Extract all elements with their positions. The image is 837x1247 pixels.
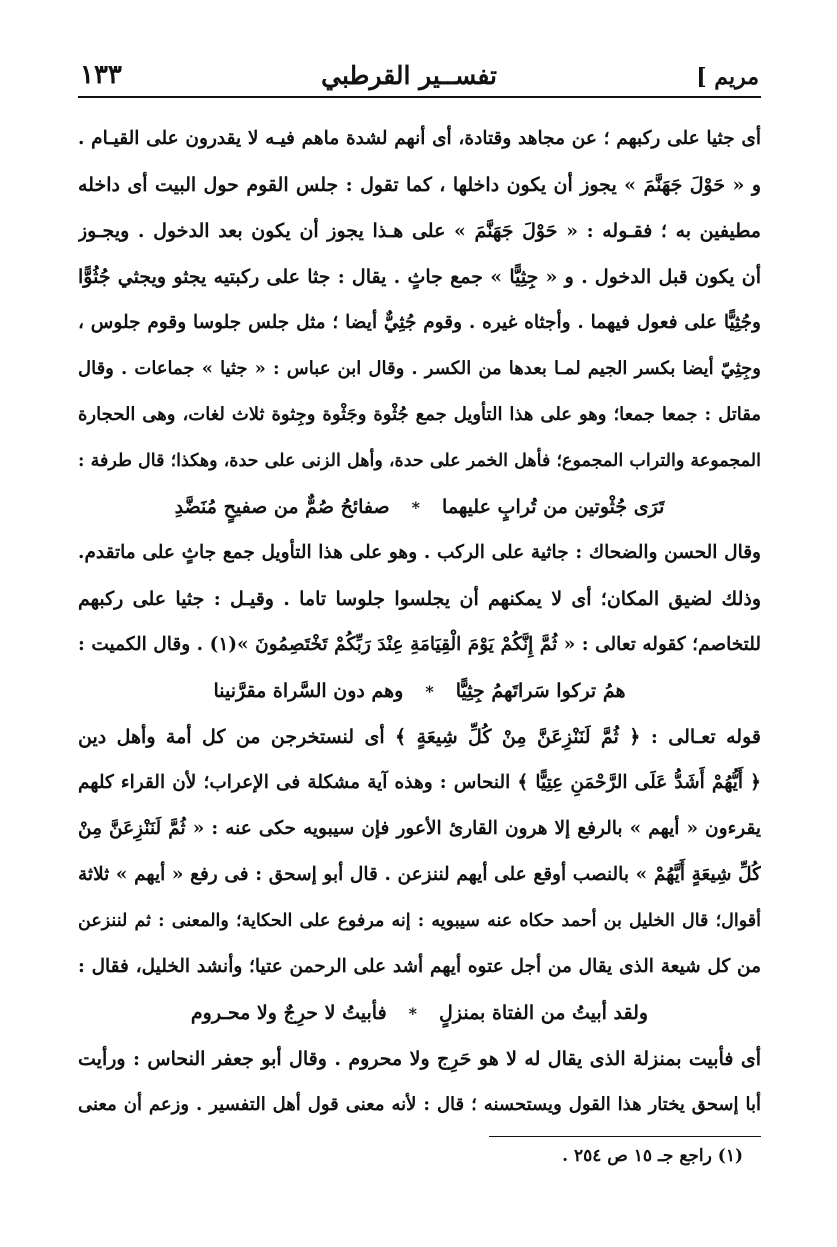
text-line: قوله تعـالى : ﴿ ثُمَّ لَنَنْزِعَنَّ مِنْ كُلِّ شِيعَةٍ ﴾ أى لنستخرجن من كل أمة وأهل دين (78, 726, 761, 748)
text-line: مقاتل : جمعا جمعا؛ وهو على هذا التأويل جمع جُثْوة وجَثْوة وجِثوة ثلاث لغات، وهى الحجارة (78, 404, 761, 425)
verse-separator: * (411, 498, 421, 517)
verse-hemistich: ولقد أبيتُ من الفتاة بمنزلٍ (439, 1002, 649, 1024)
page-number: ١٣٣ (80, 60, 122, 90)
text-line: ﴿ أَيُّهُمْ أَشَدُّ عَلَى الرَّحْمَنِ عِتِيًّا ﴾ النحاس : وهذه آية مشكلة فى الإعراب؛ لأن القراء كلهم (78, 772, 761, 793)
text-line: المجموعة والتراب المجموع؛ فأهل الخمر على حدة، وأهل الزنى على حدة، وهكذا؛ قال طرفة : (78, 451, 761, 471)
book-title: تفســير القرطبي (321, 61, 498, 90)
poetry-verse-khalil (78, 990, 761, 1036)
page-header (78, 40, 761, 98)
text-line: أى جثيا على ركبهم ؛ عن مجاهد وقتادة، أى أنهم لشدة ماهم فيـه لا يقدرون على القيـام . (78, 128, 761, 149)
footnote: (١) راجع جـ ١٥ ص ٢٥٤ . (562, 1146, 743, 1166)
verse-separator: * (425, 682, 434, 701)
text-line: وقال الحسن والضحاك : جاثية على الركب . وهو على هذا التأويل جمع جاثٍ على ماتقدم. (78, 542, 761, 563)
poetry-verse-kumait (78, 668, 761, 714)
text-line: و « حَوْلَ جَهَنَّمَ » يجوز أن يكون داخلها ، كما تقول : جلس القوم حول البيت أى داخله (78, 174, 761, 196)
text-line: كُلِّ شِيعَةٍ أَيَّهُمْ » بالنصب أوقع على أيهم لننزعن . قال أبو إسحق : فى رفع « أيهم » ثلاثة (78, 864, 761, 885)
text-line: وجِثِيّ أيضا بكسر الجيم لمـا بعدها من الكسر . وقال ابن عباس : « جثيا » جماعات . وقال (78, 358, 761, 379)
verse-hemistich: همُ تركوا سَراتَهمُ جِثِيًّا (455, 680, 626, 702)
verse-hemistich: تَرَى جُثْوتين من تُرابٍ عليهما (442, 496, 665, 518)
text-line: وذلك لضيق المكان؛ أى لا يمكنهم أن يجلسوا جلوسا تاما . وقيـل : جثيا على ركبهم (78, 588, 761, 610)
verse-hemistich: صفائحُ صُمٌّ من صفيحٍ مُنَضَّدِ (174, 496, 390, 518)
text-line: أبا إسحق يختار هذا القول ويستحسنه ؛ قال : لأنه معنى قول أهل التفسير . وزعم أن معنى (78, 1094, 761, 1115)
text-line: أن يكون قبل الدخول . و « جِثِيًّا » جمع جاثٍ . يقال : جثا على ركبتيه يجثو ويجثي جُثُوًّا (78, 266, 761, 288)
text-line: يقرءون « أيهم » بالرفع إلا هرون القارئ الأعور فإن سيبويه حكى عنه : « ثُمَّ لَنَنْزِعَنَّ مِنْ (78, 818, 761, 839)
text-line: مطيفين به ؛ فقـوله : « حَوْلَ جَهَنَّمَ » على هـذا يجوز أن يكون بعد الدخول . ويجـوز (78, 220, 761, 242)
poetry-verse-tarafa (78, 484, 761, 530)
commentary-body (78, 116, 761, 1128)
text-line: من كل شيعة الذى يقال من أجل عتوه أيهم أشد على الرحمن عتيا؛ وأنشد الخليل، فقال : (78, 956, 761, 977)
verse-separator: * (408, 1004, 418, 1023)
verse-hemistich: فأبيتُ لا حرِجٌ ولا محـروم (190, 1002, 387, 1024)
text-line: وجُثِيًّا على فعول فيهما . وأجثاه غيره . وقوم جُثِيٌّ أيضا ؛ مثل جلس جلوسا وقوم جلوس ، (78, 312, 761, 333)
surah-name: مريم ] (696, 64, 759, 90)
text-line: أقوال؛ قال الخليل بن أحمد حكاه عنه سيبويه : إنه مرفوع على الحكاية؛ والمعنى : ثم لننزعن (78, 911, 761, 931)
text-line: أى فأبيت بمنزلة الذى يقال له لا هو حَرِج ولا محروم . وقال أبو جعفر النحاس : ورأيت (78, 1048, 761, 1070)
verse-hemistich: وهم دون السَّراة مقرَّنينا (213, 680, 404, 702)
text-line: للتخاصم؛ كقوله تعالى : « ثُمَّ إِنَّكُمْ يَوْمَ الْقِيَامَةِ عِنْدَ رَبِّكُمْ تَخْتَصِمُونَ »(١) . وقال الكميت : (78, 634, 761, 655)
